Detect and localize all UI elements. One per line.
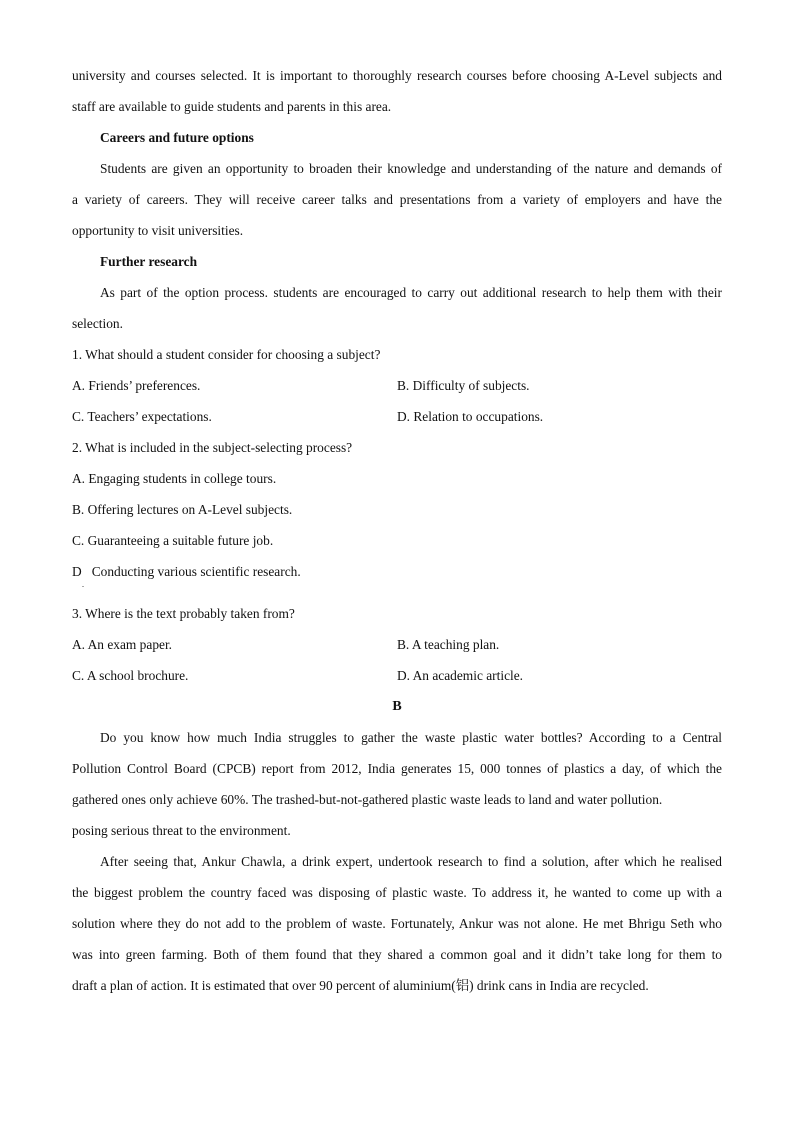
question-3: 3. Where is the text probably taken from? <box>72 606 295 621</box>
section-b-p2-line-1: After seeing that, Ankur Chawla, a drink expert, undertook research to find a solution, after which he realised <box>100 854 722 869</box>
question-2-option-d: D Conducting various scientific research. <box>72 564 301 579</box>
question-1: 1. What should a student consider for choosing a subject? <box>72 347 381 362</box>
section-b-p2-line-3: solution where they do not add to the problem of waste. Fortunately, Ankur was not alone. He met Bhrigu Seth who <box>72 916 722 931</box>
question-3-option-d: D. An academic article. <box>397 668 524 683</box>
section-b-p1-line-2: Pollution Control Board (CPCB) report from 2012, India generates 15, 000 tonnes of plastics a day, of which the <box>72 761 722 776</box>
question-3-options-row-2 <box>72 660 722 691</box>
question-2: 2. What is included in the subject-selecting process? <box>72 440 353 455</box>
intro-line-1: university and courses selected. It is important to thoroughly research courses before choosing A-Level subjects and <box>72 68 722 83</box>
section-b-p2-line-4: was into green farming. Both of them found that they shared a common goal and it didn’t take long for them to <box>72 947 722 962</box>
section-b-heading: B <box>392 699 402 714</box>
section-b-p1-line-3: gathered ones only achieve 60%. The trashed-but-not-gathered plastic waste leads to land and water pollution. <box>72 792 663 807</box>
careers-line-3: opportunity to visit universities. <box>72 223 244 238</box>
document-page <box>72 60 722 1001</box>
question-1-option-c: C. Teachers’ expectations. <box>72 409 212 424</box>
question-3-option-b: B. A teaching plan. <box>397 637 500 652</box>
question-3-options-row-1 <box>72 629 722 660</box>
section-b-p2-line-5: draft a plan of action. It is estimated that over 90 percent of aluminium(铝) drink cans in India are recycled. <box>72 978 649 993</box>
careers-line-2: a variety of careers. They will receive career talks and presentations from a variety of employers and have the <box>72 192 722 207</box>
further-line-2: selection. <box>72 316 123 331</box>
question-2-option-a: A. Engaging students in college tours. <box>72 471 277 486</box>
question-1-option-a: A. Friends’ preferences. <box>72 378 201 393</box>
question-1-options-row-1 <box>72 370 722 401</box>
careers-line-1: Students are given an opportunity to broaden their knowledge and understanding of the nature and demands of <box>100 161 722 176</box>
question-2-option-b: B. Offering lectures on A-Level subjects. <box>72 502 293 517</box>
question-1-option-b: B. Difficulty of subjects. <box>397 378 530 393</box>
section-b-p2-line-2: the biggest problem the country faced was disposing of plastic waste. To address it, he wanted to come up with a <box>72 885 722 900</box>
question-1-option-d: D. Relation to occupations. <box>397 409 544 424</box>
intro-line-2: staff are available to guide students and parents in this area. <box>72 99 392 114</box>
stray-mark-dot: . <box>82 580 84 589</box>
further-heading: Further research <box>100 254 198 269</box>
question-1-options-row-2 <box>72 401 722 432</box>
section-b-p1-line-1: Do you know how much India struggles to gather the waste plastic water bottles? According to a Central <box>100 730 722 745</box>
further-line-1: As part of the option process. students are encouraged to carry out additional research to help them with their <box>100 285 722 300</box>
stray-mark <box>72 580 722 598</box>
careers-heading: Careers and future options <box>100 130 254 145</box>
question-3-option-a: A. An exam paper. <box>72 637 173 652</box>
question-2-option-c: C. Guaranteeing a suitable future job. <box>72 533 274 548</box>
section-b-p1-line-4: posing serious threat to the environment. <box>72 823 291 838</box>
question-3-option-c: C. A school brochure. <box>72 668 189 683</box>
